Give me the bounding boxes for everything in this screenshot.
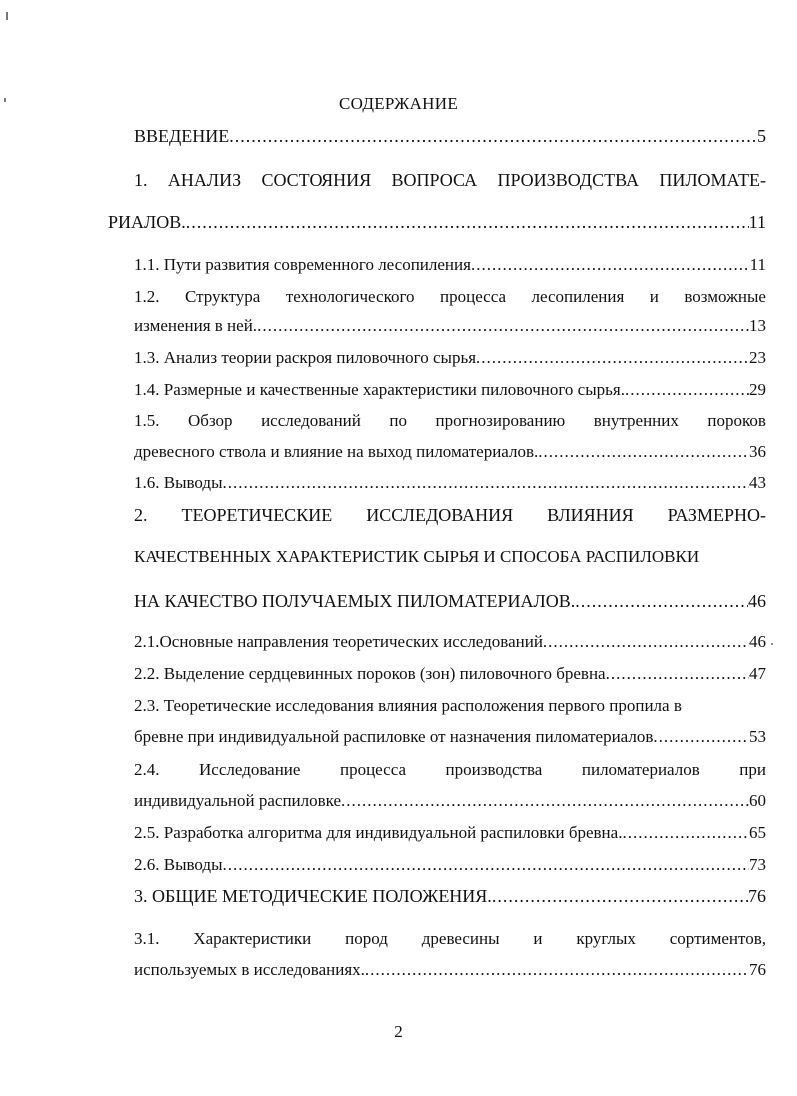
dot-leader: [341, 789, 749, 813]
page-ref: 23: [749, 348, 766, 367]
toc-entry-2-6[interactable]: 2.6. Выводы ..... 73: [134, 853, 766, 877]
dot-leader: [471, 253, 750, 277]
page-number: 2: [394, 1022, 403, 1041]
toc-entry-1-2-heading[interactable]: 1.2. Структура технологического процесса лесопиления и возможные: [134, 287, 766, 306]
page-ref: 43: [749, 473, 766, 492]
page-ref: 76: [749, 960, 766, 979]
dot-leader: [622, 821, 749, 845]
page-ref: 11: [748, 212, 766, 232]
dot-leader: [625, 378, 749, 402]
toc-entry-2-2[interactable]: 2.2. Выделение сердцевинных пороков (зон) пиловочного бревна ..... 47: [134, 662, 766, 686]
toc-entry-ch2[interactable]: НА КАЧЕСТВО ПОЛУЧАЕМЫХ ПИЛОМАТЕРИАЛОВ. ..... 46: [134, 589, 766, 613]
toc-entry-ch2-line2: КАЧЕСТВЕННЫХ ХАРАКТЕРИСТИК СЫРЬЯ И СПОСОБА РАСПИЛОВКИ: [134, 547, 700, 566]
dot-leader: [606, 662, 749, 686]
dot-leader: [575, 589, 748, 613]
page-ref: 46: [748, 591, 766, 611]
dot-leader: [229, 124, 757, 148]
page-ref: 73: [749, 855, 766, 874]
page-ref: 13: [749, 316, 766, 335]
dot-leader: [543, 630, 749, 654]
toc-entry-1-2[interactable]: изменения в ней. ..... 13: [134, 314, 766, 338]
toc-entry-2-1[interactable]: 2.1.Основные направления теоретических исследований ..... 46: [134, 630, 766, 654]
page-ref: 65: [749, 823, 766, 842]
toc-entry-1-5-heading[interactable]: 1.5. Обзор исследований по прогнозированию внутренних пороков: [134, 411, 766, 430]
page-ref: 36: [749, 442, 766, 461]
toc-entry-3-1-heading[interactable]: 3.1. Характеристики пород древесины и круглых сортиментов,: [134, 929, 766, 948]
page-ref: 47: [749, 664, 766, 683]
page-ref: 11: [749, 255, 766, 274]
page-ref: 46: [749, 632, 766, 651]
scan-mark: [771, 643, 773, 645]
dot-leader: [476, 346, 749, 370]
page-ref: 76: [748, 886, 766, 906]
toc-entry-2-4[interactable]: индивидуальной распиловке ..... 60: [134, 789, 766, 813]
toc-entry-2-3[interactable]: бревне при индивидуальной распиловке от назначения пиломатериалов ..... 53: [134, 725, 766, 749]
scan-mark: [6, 12, 8, 20]
page-ref: 53: [749, 727, 766, 746]
dot-leader: [223, 471, 749, 495]
toc-entry-ch1-heading[interactable]: 1. АНАЛИЗ СОСТОЯНИЯ ВОПРОСА ПРОИЗВОДСТВА ПИЛОМАТЕ-: [134, 170, 766, 190]
dot-leader: [186, 210, 749, 234]
dot-leader: [492, 884, 748, 908]
toc-entry-intro[interactable]: ВВЕДЕНИЕ ..... 5: [134, 124, 766, 148]
toc-entry-ch2-heading[interactable]: 2. ТЕОРЕТИЧЕСКИЕ ИССЛЕДОВАНИЯ ВЛИЯНИЯ РАЗМЕРНО-: [134, 505, 766, 525]
dot-leader: [223, 853, 749, 877]
toc-entry-1-3[interactable]: 1.3. Анализ теории раскроя пиловочного сырья ..... 23: [134, 346, 766, 370]
page-ref: 5: [757, 126, 766, 146]
dot-leader: [365, 958, 749, 982]
toc-entry-1-4[interactable]: 1.4. Размерные и качественные характеристики пиловочного сырья. ..... 29: [134, 378, 766, 402]
toc-entry-ch1[interactable]: РИАЛОВ. ..... 11: [108, 210, 766, 234]
toc-entry-1-1[interactable]: 1.1. Пути развития современного лесопиления ..... 11: [134, 253, 766, 277]
toc-entry-1-6[interactable]: 1.6. Выводы ..... 43: [134, 471, 766, 495]
toc-entry-2-3-heading[interactable]: 2.3. Теоретические исследования влияния расположения первого пропила в: [134, 696, 682, 715]
toc-entry-2-5[interactable]: 2.5. Разработка алгоритма для индивидуальной распиловки бревна. ..... 65: [134, 821, 766, 845]
page-ref: 60: [749, 791, 766, 810]
toc-entry-3-1[interactable]: используемых в исследованиях. ..... 76: [134, 958, 766, 982]
dot-leader: [653, 725, 749, 749]
toc-entry-1-5[interactable]: древесного ствола и влияние на выход пиломатериалов. ..... 36: [134, 440, 766, 464]
page-ref: 29: [749, 380, 766, 399]
toc-entry-ch3[interactable]: 3. ОБЩИЕ МЕТОДИЧЕСКИЕ ПОЛОЖЕНИЯ. ..... 76: [134, 884, 766, 908]
dot-leader: [257, 314, 749, 338]
dot-leader: [538, 440, 749, 464]
page-title: СОДЕРЖАНИЕ: [338, 94, 459, 113]
toc-entry-2-4-heading[interactable]: 2.4. Исследование процесса производства пиломатериалов при: [134, 760, 766, 779]
